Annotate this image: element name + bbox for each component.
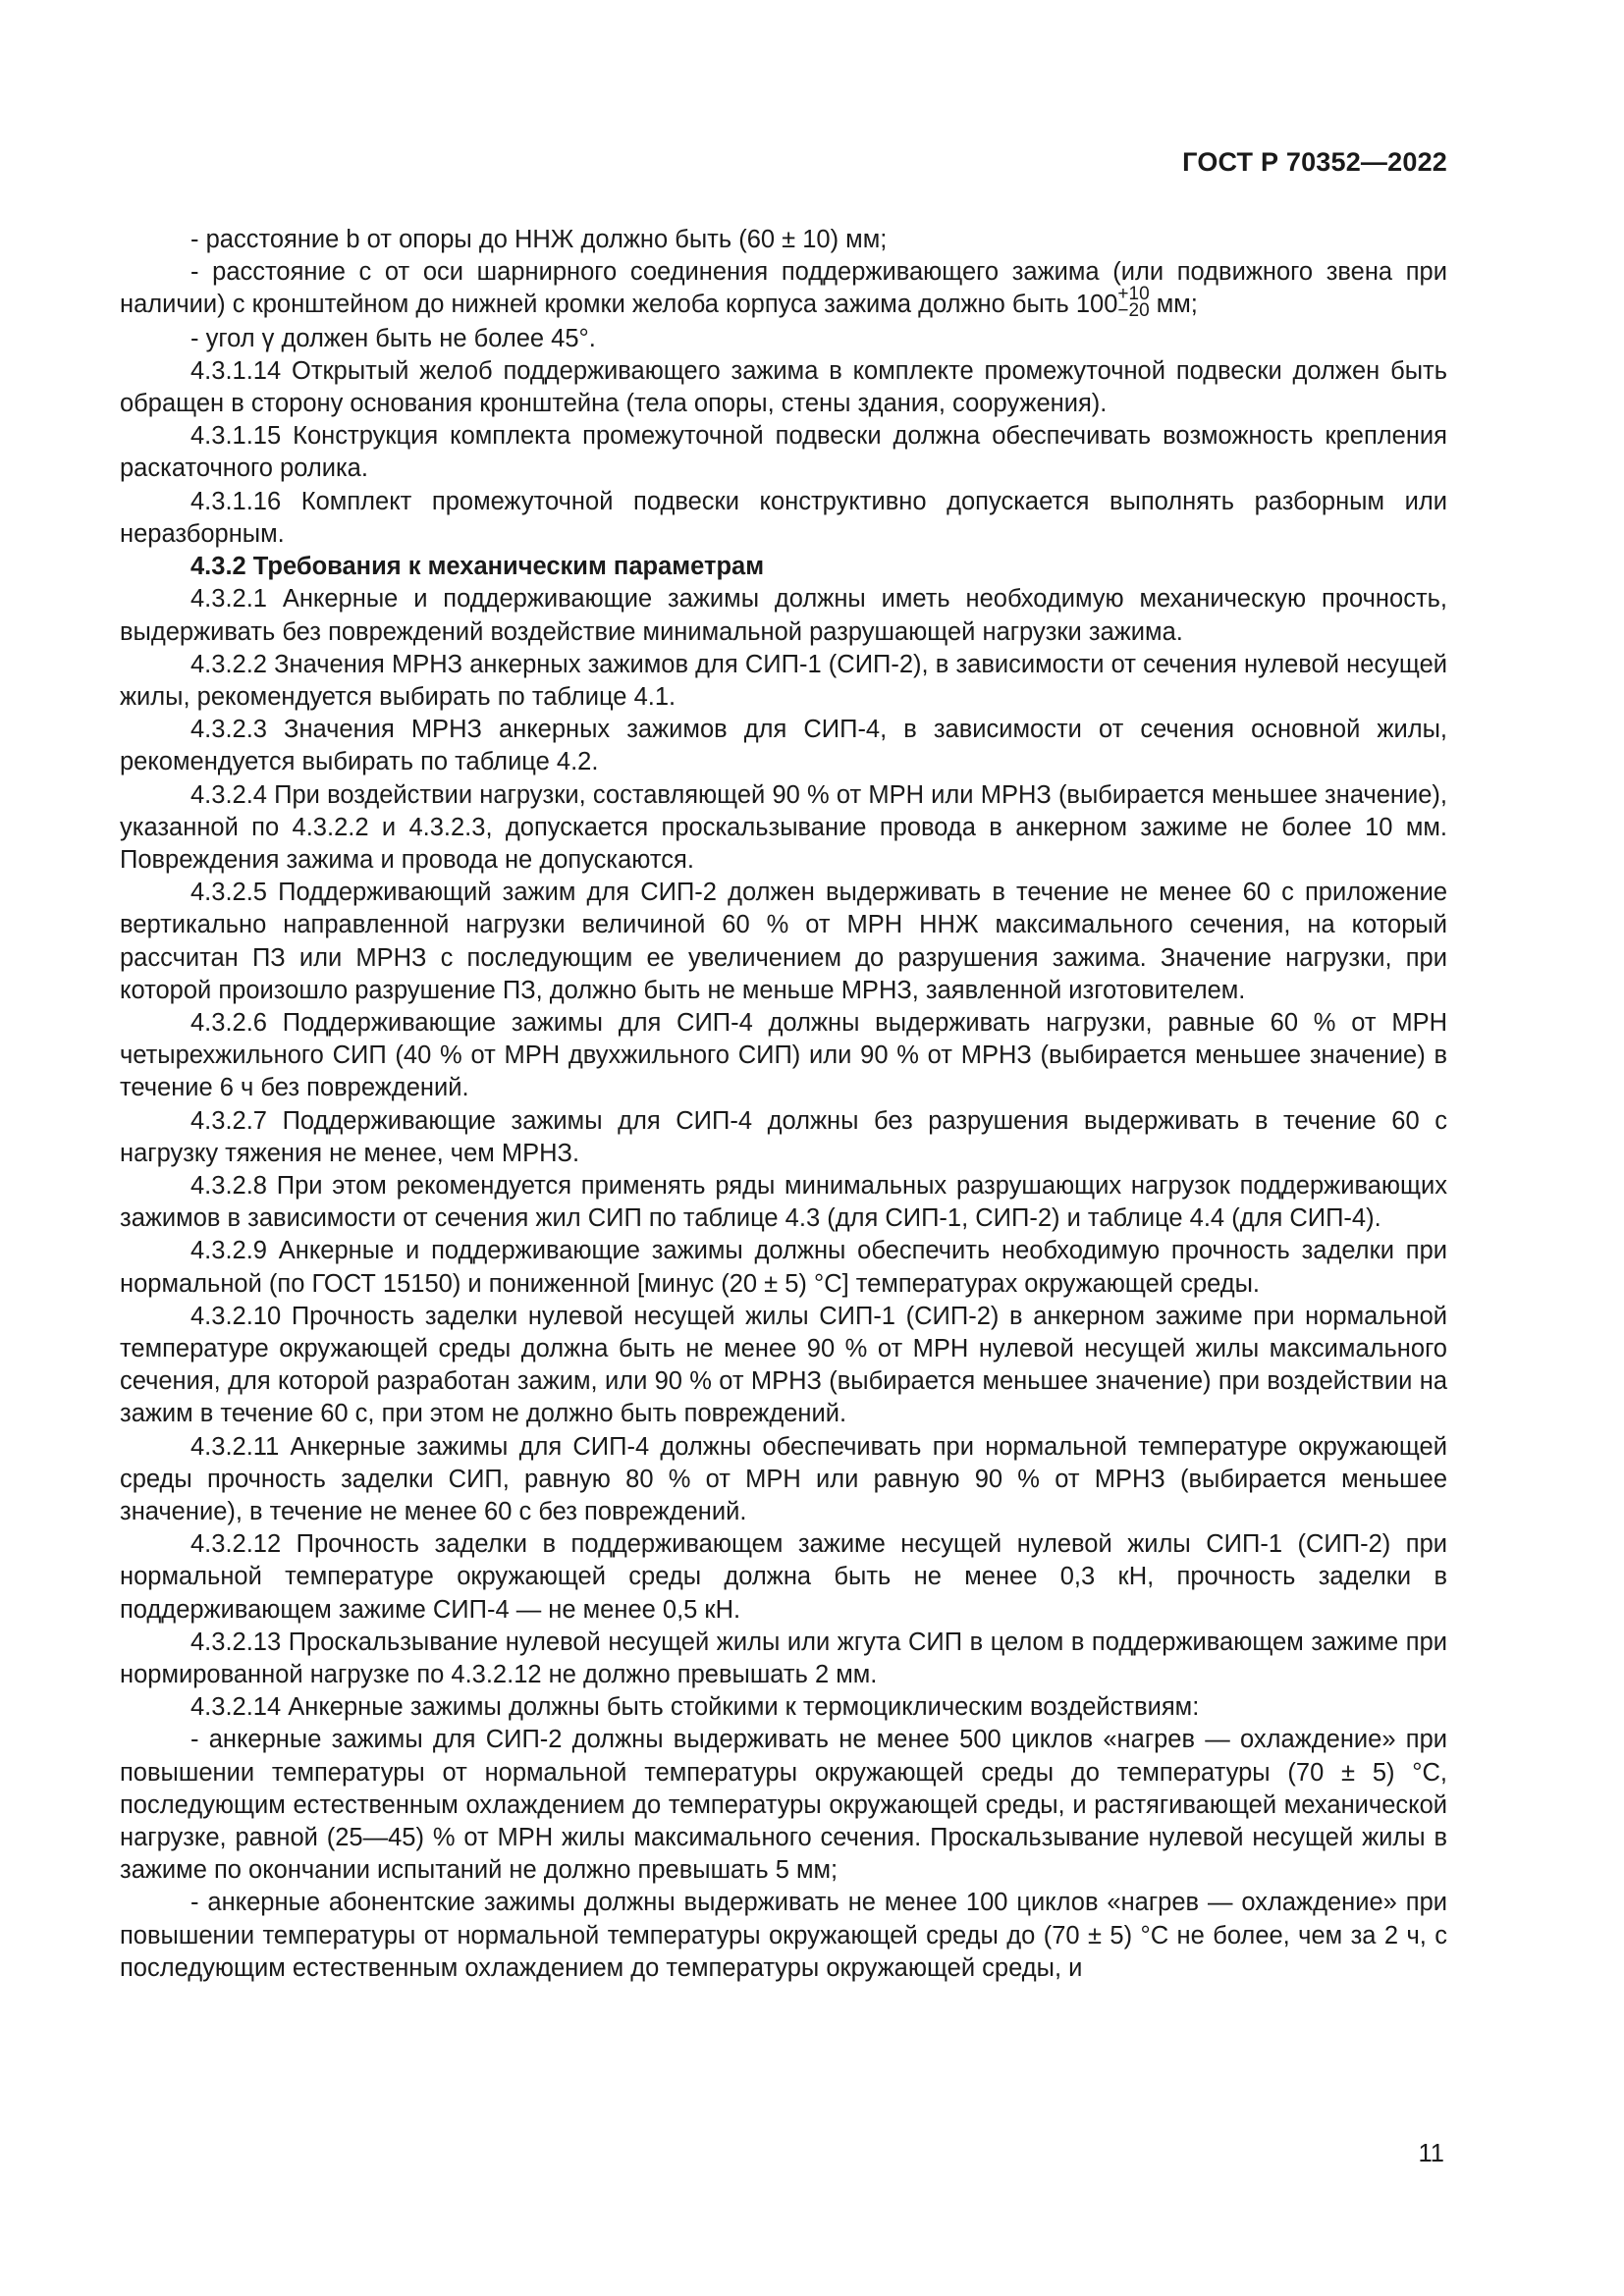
- paragraph-tail: мм;: [1149, 291, 1198, 319]
- paragraph: - анкерные зажимы для СИП-2 должны выдерживать не менее 500 циклов «нагрев — охлаждение» при повышении температуры от нормальной температуры окружающей среды до температуры (70 ± 5) °С, последующим естественным охлаждением до температуры окружающей среды, и растягивающей механической нагрузке, равной (25—45) % от МРН жилы максимального сечения. Проскальзывание нулевой несущей жилы в зажиме по окончании испытаний не должно превышать 5 мм;: [120, 1726, 1447, 1885]
- paragraph: [120, 256, 1447, 322]
- tolerance-fraction: [1117, 283, 1150, 321]
- paragraph: 4.3.2.12 Прочность заделки в поддерживающем зажиме несущей нулевой жилы СИП-1 (СИП-2) при нормальной температуре окружающей среды должна быть не менее 0,3 кН, прочность заделки в поддерживающем зажиме СИП-4 — не менее 0,5 кН.: [120, 1530, 1447, 1624]
- paragraph-text: - расстояние c от оси шарнирного соединения поддерживающего зажима (или подвижного звена при наличии) с кронштейном до нижней кромки желоба корпуса зажима должно быть 100: [120, 258, 1447, 319]
- page-number: 11: [1418, 2140, 1444, 2167]
- paragraph: 4.3.2.5 Поддерживающий зажим для СИП-2 должен выдерживать в течение не менее 60 с приложение вертикально направленной нагрузки величиной 60 % от МРН ННЖ максимального сечения, на который рассчитан ПЗ или МРНЗ с последующим ее увеличением до разрушения зажима. Значение нагрузки, при которой произошло разрушение ПЗ, должно быть не меньше МРНЗ, заявленной изготовителем.: [120, 879, 1447, 1004]
- tolerance-lower: −20: [1117, 299, 1150, 321]
- paragraph: 4.3.1.16 Комплект промежуточной подвески конструктивно допускается выполнять разборным или неразборным.: [120, 487, 1447, 548]
- paragraph: 4.3.1.15 Конструкция комплекта промежуточной подвески должна обеспечивать возможность крепления раскаточного ролика.: [120, 422, 1447, 483]
- paragraph: 4.3.2.13 Проскальзывание нулевой несущей жилы или жгута СИП в целом в поддерживающем зажиме при нормированной нагрузке по 4.3.2.12 не должно превышать 2 мм.: [120, 1628, 1447, 1688]
- paragraph: 4.3.2.7 Поддерживающие зажимы для СИП-4 должны без разрушения выдерживать в течение 60 с нагрузку тяжения не менее, чем МРНЗ.: [120, 1106, 1447, 1167]
- paragraph: 4.3.2.1 Анкерные и поддерживающие зажимы должны иметь необходимую механическую прочность, выдерживать без повреждений воздействие минимальной разрушающей нагрузки зажима.: [120, 585, 1447, 646]
- paragraph: 4.3.2.8 При этом рекомендуется применять ряды минимальных разрушающих нагрузок поддерживающих зажимов в зависимости от сечения жил СИП по таблице 4.3 (для СИП-1, СИП-2) и таблице 4.4 (для СИП-4).: [120, 1171, 1447, 1233]
- paragraph: 4.3.2.4 При воздействии нагрузки, составляющей 90 % от МРН или МРНЗ (выбирается меньшее значение), указанной по 4.3.2.2 и 4.3.2.3, допускается проскальзывание провода в анкерном зажиме не более 10 мм. Повреждения зажима и провода не допускаются.: [120, 780, 1447, 874]
- paragraph: 4.3.2.6 Поддерживающие зажимы для СИП-4 должны выдерживать нагрузки, равные 60 % от МРН четырехжильного СИП (40 % от МРН двухжильного СИП) или 90 % от МРНЗ (выбирается меньшее значение) в течение 6 ч без повреждений.: [120, 1008, 1447, 1102]
- document-code: ГОСТ Р 70352—2022: [1182, 147, 1447, 177]
- paragraph: 4.3.1.14 Открытый желоб поддерживающего зажима в комплекте промежуточной подвески должен быть обращен в сторону основания кронштейна (тела опоры, стены здания, сооружения).: [120, 356, 1447, 418]
- paragraph: 4.3.2.14 Анкерные зажимы должны быть стойкими к термоциклическим воздействиям:: [190, 1693, 1200, 1722]
- paragraph: - расстояние b от опоры до ННЖ должно быть (60 ± 10) мм;: [190, 226, 888, 253]
- paragraph: 4.3.2.10 Прочность заделки нулевой несущей жилы СИП-1 (СИП-2) в анкерном зажиме при нормальной температуре окружающей среды должна быть не менее 90 % от МРН нулевой несущей жилы максимального сечения, для которой разработан зажим, или 90 % от МРНЗ (выбирается меньшее значение) при воздействии на зажим в течение 60 с, при этом не должно быть повреждений.: [120, 1302, 1447, 1428]
- paragraph: 4.3.2.2 Значения МРНЗ анкерных зажимов для СИП-1 (СИП-2), в зависимости от сечения нулевой несущей жилы, рекомендуется выбирать по таблице 4.1.: [120, 650, 1447, 711]
- paragraph: - угол γ должен быть не более 45°.: [190, 324, 596, 352]
- paragraph: 4.3.2.9 Анкерные и поддерживающие зажимы должны обеспечить необходимую прочность заделки при нормальной (по ГОСТ 15150) и пониженной [минус (20 ± 5) °С] температурах окружающей среды.: [120, 1237, 1447, 1298]
- document-body: [120, 224, 1447, 1985]
- section-heading: 4.3.2 Требования к механическим параметрам: [190, 553, 765, 581]
- paragraph: 4.3.2.3 Значения МРНЗ анкерных зажимов для СИП-4, в зависимости от сечения основной жилы, рекомендуется выбирать по таблице 4.2.: [120, 716, 1447, 776]
- paragraph: 4.3.2.11 Анкерные зажимы для СИП-4 должны обеспечивать при нормальной температуре окружающей среды прочность заделки СИП, равную 80 % от МРН или равную 90 % от МРНЗ (выбирается меньшее значение), в течение не менее 60 с без повреждений.: [120, 1432, 1447, 1525]
- paragraph: - анкерные абонентские зажимы должны выдерживать не менее 100 циклов «нагрев — охлаждение» при повышении температуры от нормальной температуры окружающей среды до (70 ± 5) °С не более, чем за 2 ч, с последующим естественным охлаждением до температуры окружающей среды, и: [120, 1889, 1447, 1982]
- tolerance-upper: +10: [1117, 283, 1150, 304]
